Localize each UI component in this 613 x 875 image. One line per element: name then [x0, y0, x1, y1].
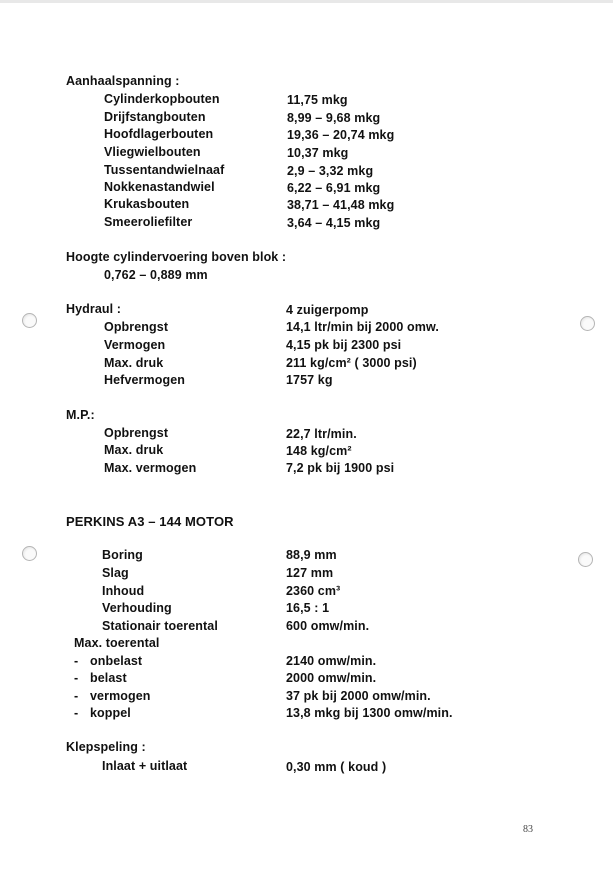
spec-value: 16,5 : 1 [286, 601, 330, 615]
subsection-heading-max-toerental: Max. toerental [74, 636, 160, 650]
list-bullet: - [74, 671, 79, 685]
spec-value: 7,2 pk bij 1900 psi [286, 461, 395, 475]
spec-value: 600 omw/min. [286, 619, 370, 633]
list-bullet: - [74, 689, 79, 703]
spec-label: Krukasbouten [104, 197, 190, 211]
spec-label: Cylinderkopbouten [104, 92, 220, 106]
binder-hole-right-top [580, 316, 595, 331]
section-heading-hoogte: Hoogte cylindervoering boven blok : [66, 250, 287, 264]
section-heading-hydraul: Hydraul : [66, 302, 122, 316]
page-top-edge [0, 0, 613, 3]
binder-hole-left-top [22, 313, 37, 328]
spec-value: 38,71 – 41,48 mkg [287, 198, 395, 212]
spec-value: 3,64 – 4,15 mkg [287, 216, 381, 230]
binder-hole-left-bottom [22, 546, 37, 561]
spec-value: 8,99 – 9,68 mkg [287, 111, 381, 125]
spec-value: 4,15 pk bij 2300 psi [286, 338, 402, 352]
spec-label: Vliegwielbouten [104, 145, 201, 159]
spec-label: Inlaat + uitlaat [102, 759, 188, 773]
spec-value: 11,75 mkg [287, 93, 348, 107]
spec-label: koppel [90, 706, 131, 720]
section-heading-klepspeling: Klepspeling : [66, 740, 146, 754]
section-heading-mp: M.P.: [66, 408, 95, 422]
spec-label: Nokkenastandwiel [104, 180, 215, 194]
spec-label: Max. druk [104, 356, 164, 370]
spec-value: 6,22 – 6,91 mkg [287, 181, 381, 195]
spec-value: 37 pk bij 2000 omw/min. [286, 689, 431, 703]
spec-value: 10,37 mkg [287, 146, 349, 160]
spec-value: 22,7 ltr/min. [286, 427, 357, 441]
spec-label: Stationair toerental [102, 619, 218, 633]
section-heading-perkins: PERKINS A3 – 144 MOTOR [66, 514, 234, 529]
spec-value: 211 kg/cm² ( 3000 psi) [286, 356, 417, 370]
list-bullet: - [74, 706, 79, 720]
spec-value: 2140 omw/min. [286, 654, 377, 668]
binder-hole-right-bottom [578, 552, 593, 567]
spec-value: 0,30 mm ( koud ) [286, 760, 387, 774]
spec-value: 148 kg/cm² [286, 444, 352, 458]
spec-value: 88,9 mm [286, 548, 337, 562]
spec-label: Hefvermogen [104, 373, 185, 387]
spec-label: Inhoud [102, 584, 145, 598]
spec-value: 127 mm [286, 566, 334, 580]
spec-label: Max. vermogen [104, 461, 197, 475]
spec-label: vermogen [90, 689, 151, 703]
spec-value: 1757 kg [286, 373, 333, 387]
spec-label: Max. druk [104, 443, 164, 457]
spec-label: onbelast [90, 654, 143, 668]
spec-value: 0,762 – 0,889 mm [104, 268, 208, 282]
spec-value: 2,9 – 3,32 mkg [287, 164, 374, 178]
section-heading-aanhaalspanning: Aanhaalspanning : [66, 74, 180, 88]
spec-label: belast [90, 671, 127, 685]
spec-value: 2000 omw/min. [286, 671, 377, 685]
spec-label: Opbrengst [104, 320, 169, 334]
spec-label: Hoofdlagerbouten [104, 127, 214, 141]
spec-value: 2360 cm³ [286, 584, 341, 598]
spec-value: 14,1 ltr/min bij 2000 omw. [286, 320, 439, 334]
spec-label: Opbrengst [104, 426, 169, 440]
spec-label: Verhouding [102, 601, 172, 615]
spec-label: Slag [102, 566, 129, 580]
spec-label: Vermogen [104, 338, 166, 352]
list-bullet: - [74, 654, 79, 668]
spec-label: Drijfstangbouten [104, 110, 206, 124]
spec-label: Smeeroliefilter [104, 215, 193, 229]
spec-value: 19,36 – 20,74 mkg [287, 128, 395, 142]
spec-label: Boring [102, 548, 143, 562]
spec-label: Tussentandwielnaaf [104, 163, 225, 177]
spec-value: 13,8 mkg bij 1300 omw/min. [286, 706, 453, 720]
page-number: 83 [523, 824, 533, 835]
spec-value: 4 zuigerpomp [286, 303, 369, 317]
